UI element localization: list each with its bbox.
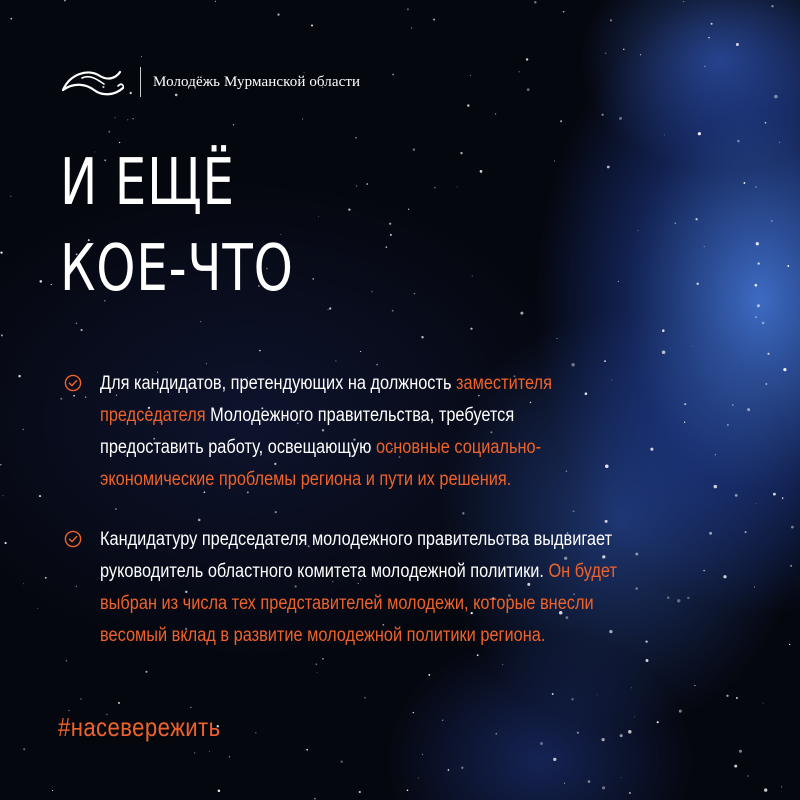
star xyxy=(519,71,520,72)
org-name: Молодёжь Мурманской области xyxy=(153,73,361,90)
star xyxy=(39,495,41,497)
star xyxy=(735,494,738,497)
star xyxy=(526,58,528,60)
star xyxy=(623,49,624,50)
item-text-plain: Для кандидатов, претендующих на должность xyxy=(100,373,457,394)
star xyxy=(739,750,742,753)
star xyxy=(601,114,603,116)
star xyxy=(756,242,759,245)
star xyxy=(461,767,463,769)
star xyxy=(604,360,606,362)
star xyxy=(727,424,729,426)
star xyxy=(577,732,579,734)
star xyxy=(779,142,780,143)
star xyxy=(10,196,11,197)
star xyxy=(767,353,769,355)
list-item-text xyxy=(100,524,618,652)
star xyxy=(747,408,750,411)
star xyxy=(726,695,728,697)
star xyxy=(209,751,210,752)
star xyxy=(789,644,790,645)
star xyxy=(763,703,764,704)
star xyxy=(755,316,757,318)
star xyxy=(540,742,543,745)
star xyxy=(764,788,767,791)
star xyxy=(520,312,523,315)
page-title xyxy=(60,140,419,312)
star xyxy=(791,526,794,529)
star xyxy=(745,531,747,533)
item-text-plain: Молодежного правительства, требуется предоставить работу, освещающую xyxy=(100,405,515,458)
wave-logo-icon xyxy=(60,62,126,102)
star xyxy=(359,791,361,793)
list-item xyxy=(62,524,702,652)
star xyxy=(755,186,756,187)
star xyxy=(607,166,610,169)
star xyxy=(564,783,565,784)
star xyxy=(709,532,712,535)
star xyxy=(694,685,695,686)
star xyxy=(640,54,641,55)
star xyxy=(335,360,336,361)
star xyxy=(708,37,709,38)
star xyxy=(714,485,717,488)
star xyxy=(470,75,471,76)
star xyxy=(448,769,450,771)
star xyxy=(756,503,757,504)
list-item-text xyxy=(100,368,618,496)
star xyxy=(588,780,591,783)
star xyxy=(132,118,133,119)
hashtag[interactable]: #насевережить xyxy=(58,712,221,742)
star xyxy=(141,56,142,57)
star xyxy=(747,775,748,776)
star xyxy=(422,754,423,755)
star xyxy=(560,120,562,122)
info-list xyxy=(62,368,702,680)
star xyxy=(601,738,604,741)
star xyxy=(341,760,343,762)
star xyxy=(218,790,221,793)
item-text-accent: Он будет выбран из числа тех представителей молодежи, которые внесли весомый вклад в развитие молодежной политики региона. xyxy=(100,561,617,646)
star xyxy=(695,218,697,220)
star xyxy=(571,698,573,700)
star xyxy=(619,117,622,120)
star xyxy=(765,122,767,124)
star xyxy=(787,265,789,267)
star xyxy=(306,749,308,751)
star xyxy=(495,113,496,114)
star xyxy=(556,338,557,339)
header xyxy=(60,60,360,104)
star xyxy=(620,777,621,778)
star xyxy=(782,497,783,498)
star xyxy=(40,280,43,283)
star xyxy=(737,140,740,143)
star xyxy=(765,383,767,385)
star xyxy=(527,88,530,91)
star xyxy=(255,732,256,733)
star xyxy=(674,223,676,225)
star xyxy=(723,575,726,578)
star xyxy=(80,329,82,331)
star xyxy=(457,186,458,187)
check-circle-icon xyxy=(62,374,84,392)
star xyxy=(563,11,565,13)
star xyxy=(732,404,734,406)
star xyxy=(736,43,739,46)
star xyxy=(662,350,666,354)
star xyxy=(22,429,23,430)
star xyxy=(194,752,195,753)
star xyxy=(314,798,316,800)
star xyxy=(781,786,782,787)
star xyxy=(434,187,435,188)
star xyxy=(634,717,635,718)
star xyxy=(376,364,378,366)
star xyxy=(597,695,598,696)
star xyxy=(495,733,497,735)
star xyxy=(736,697,738,699)
star xyxy=(18,375,21,378)
star xyxy=(407,789,409,791)
star xyxy=(392,74,394,76)
star xyxy=(76,323,78,325)
star xyxy=(754,587,755,588)
star xyxy=(118,702,120,704)
star xyxy=(698,132,701,135)
star xyxy=(108,131,110,133)
star xyxy=(277,13,279,15)
star xyxy=(0,464,2,466)
star xyxy=(433,19,435,21)
star xyxy=(662,329,665,332)
header-divider xyxy=(140,67,141,97)
star xyxy=(704,246,705,247)
star xyxy=(3,495,4,496)
star xyxy=(704,66,705,67)
star xyxy=(703,570,704,571)
star xyxy=(755,284,758,287)
star xyxy=(259,350,261,352)
star xyxy=(23,748,25,750)
star xyxy=(80,698,81,699)
star xyxy=(638,230,639,231)
star xyxy=(413,712,414,713)
star xyxy=(628,730,632,734)
star xyxy=(311,24,313,26)
star xyxy=(553,758,556,761)
star xyxy=(692,346,693,347)
star xyxy=(45,577,47,579)
star xyxy=(743,182,745,184)
star xyxy=(620,734,623,737)
star xyxy=(360,351,361,352)
star xyxy=(762,322,765,325)
star xyxy=(229,756,230,757)
star xyxy=(4,542,6,544)
star xyxy=(1,334,3,336)
star xyxy=(37,608,38,609)
star xyxy=(23,583,24,584)
star xyxy=(127,119,128,120)
star xyxy=(472,276,473,277)
item-text-accent: основные социально-экономические проблемы региона и пути их решения. xyxy=(100,437,542,490)
star xyxy=(790,565,792,567)
star xyxy=(302,118,303,119)
star xyxy=(418,777,419,778)
star xyxy=(411,28,412,29)
star xyxy=(200,321,201,322)
star xyxy=(771,5,773,7)
star xyxy=(460,152,462,154)
star xyxy=(571,363,574,366)
star xyxy=(605,53,607,55)
star xyxy=(10,18,12,20)
list-item xyxy=(62,368,702,496)
star xyxy=(631,687,632,688)
check-circle-icon xyxy=(62,530,84,548)
star xyxy=(696,283,698,285)
star xyxy=(757,304,760,307)
star xyxy=(629,792,631,794)
star xyxy=(774,95,777,98)
star xyxy=(355,137,357,139)
star xyxy=(0,251,2,253)
item-text-plain: Кандидатуру председателя молодежного правительства выдвигает руководитель областного комитета молодежной политики. xyxy=(100,529,613,582)
title-line-1: И ЕЩЁ xyxy=(60,146,235,220)
item-text-accent: заместителя председателя xyxy=(100,373,552,426)
star xyxy=(190,707,191,708)
star xyxy=(534,1,537,4)
star xyxy=(679,710,682,713)
star xyxy=(711,23,713,25)
star xyxy=(683,1,684,2)
star xyxy=(618,281,619,282)
star xyxy=(715,454,716,455)
star xyxy=(215,1,216,2)
star xyxy=(64,0,66,1)
star xyxy=(442,719,444,721)
star xyxy=(467,104,470,107)
star xyxy=(206,363,207,364)
star xyxy=(610,19,612,21)
star xyxy=(773,493,776,496)
star xyxy=(233,124,234,125)
star xyxy=(51,284,52,285)
star xyxy=(421,336,423,338)
star xyxy=(758,262,760,264)
star xyxy=(115,117,116,118)
star xyxy=(771,220,773,222)
star xyxy=(783,368,786,371)
star xyxy=(480,170,483,173)
star xyxy=(554,161,555,162)
star xyxy=(552,693,554,695)
title-line-2: КОЕ-ЧТО xyxy=(60,232,294,306)
star xyxy=(664,134,665,135)
star xyxy=(470,328,472,330)
star xyxy=(734,765,737,768)
star xyxy=(602,786,605,789)
star xyxy=(364,697,366,699)
star xyxy=(407,8,409,10)
star xyxy=(52,790,53,791)
star xyxy=(657,721,659,723)
